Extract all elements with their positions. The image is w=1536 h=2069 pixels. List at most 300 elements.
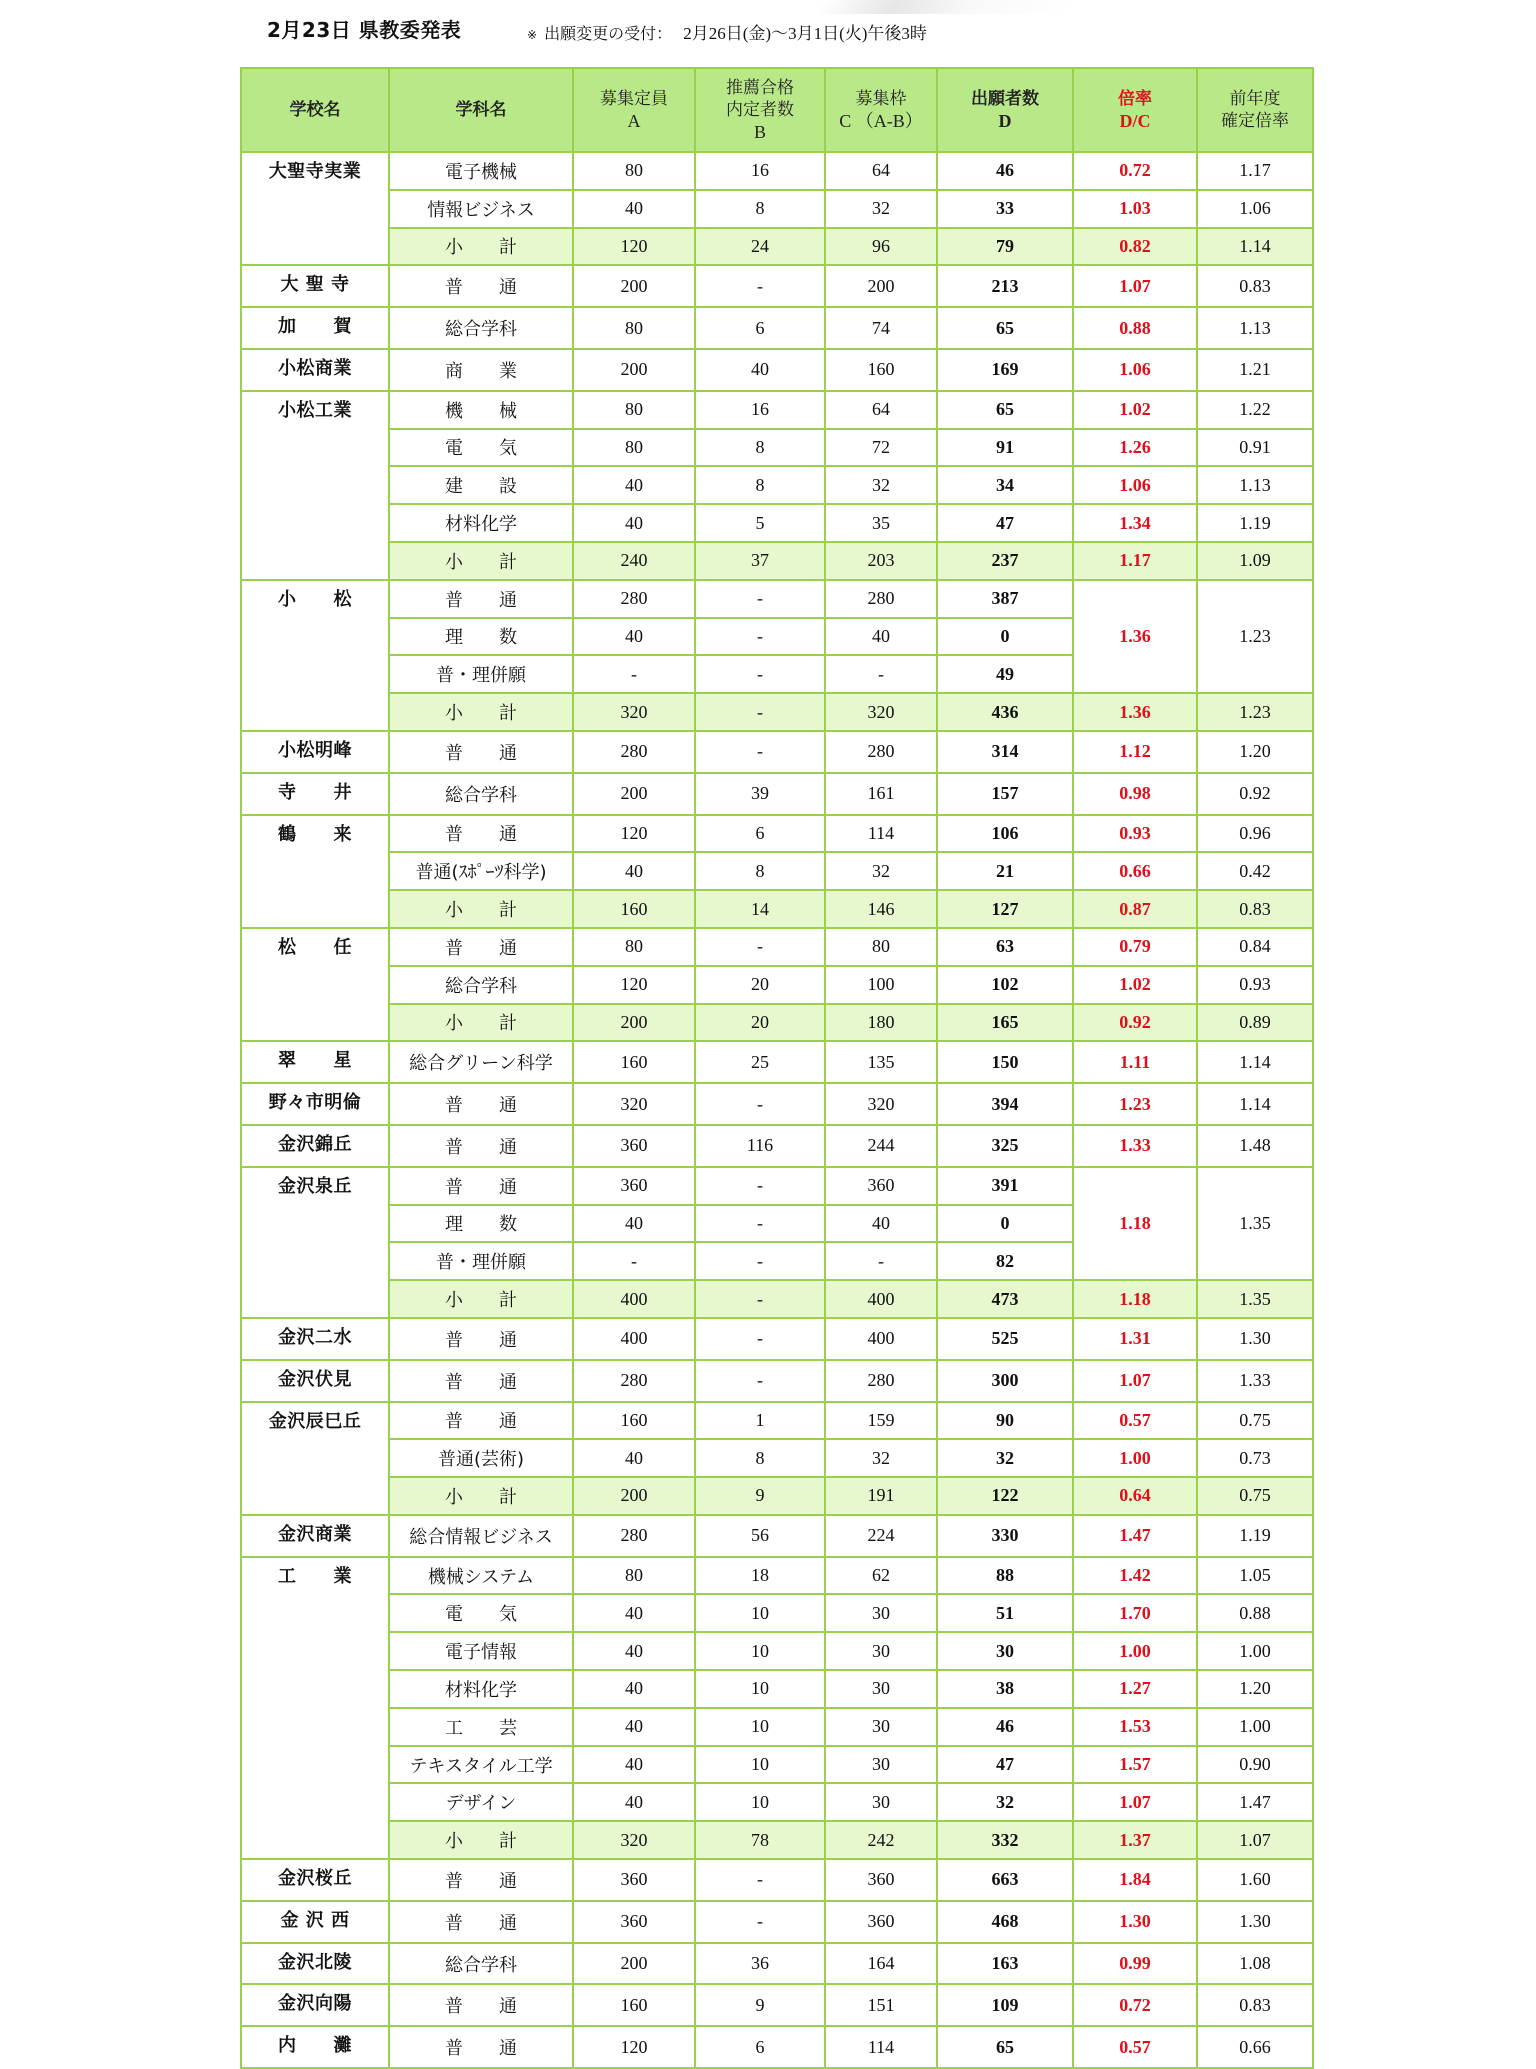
capacity-a: 280 bbox=[573, 580, 695, 618]
recommended-b: - bbox=[695, 1167, 825, 1205]
capacity-a: 360 bbox=[573, 1859, 695, 1901]
department: 普 通 bbox=[389, 815, 573, 853]
slots-c: 30 bbox=[825, 1708, 937, 1746]
capacity-a: 40 bbox=[573, 1632, 695, 1670]
slots-c: 40 bbox=[825, 1205, 937, 1243]
applicants-d: 51 bbox=[937, 1594, 1073, 1632]
ratio-dc: 0.79 bbox=[1073, 928, 1197, 966]
prev-ratio: 1.00 bbox=[1197, 1708, 1313, 1746]
applicants-d: 436 bbox=[937, 693, 1073, 731]
slots-c: 32 bbox=[825, 466, 937, 504]
table-row bbox=[241, 1670, 1313, 1708]
capacity-a: 40 bbox=[573, 1439, 695, 1477]
ratio-dc: 1.42 bbox=[1073, 1557, 1197, 1595]
prev-ratio: 1.60 bbox=[1197, 1859, 1313, 1901]
applicants-d: 49 bbox=[937, 655, 1073, 693]
slots-c: 400 bbox=[825, 1280, 937, 1318]
capacity-a: 80 bbox=[573, 429, 695, 467]
applicants-d: 63 bbox=[937, 928, 1073, 966]
school-name: 松 任 bbox=[241, 928, 389, 1041]
subtotal-row bbox=[241, 1821, 1313, 1859]
ratio-dc: 1.06 bbox=[1073, 466, 1197, 504]
department: テキスタイル工学 bbox=[389, 1746, 573, 1784]
slots-c: 200 bbox=[825, 265, 937, 307]
department: 小 計 bbox=[389, 542, 573, 580]
school-name: 鶴 来 bbox=[241, 815, 389, 928]
school-name: 寺 井 bbox=[241, 773, 389, 815]
department: 電子情報 bbox=[389, 1632, 573, 1670]
applicants-d: 165 bbox=[937, 1004, 1073, 1042]
ratio-dc: 1.47 bbox=[1073, 1515, 1197, 1557]
applicants-d: 0 bbox=[937, 1205, 1073, 1243]
slots-c: 135 bbox=[825, 1041, 937, 1083]
recommended-b: 5 bbox=[695, 504, 825, 542]
recommended-b: - bbox=[695, 1280, 825, 1318]
prev-ratio: 1.06 bbox=[1197, 190, 1313, 228]
recommended-b: 10 bbox=[695, 1670, 825, 1708]
slots-c: 30 bbox=[825, 1632, 937, 1670]
department: 機 械 bbox=[389, 391, 573, 429]
ratio-dc: 1.84 bbox=[1073, 1859, 1197, 1901]
recommended-b: 78 bbox=[695, 1821, 825, 1859]
table-row bbox=[241, 1083, 1313, 1125]
department: 普 通 bbox=[389, 1360, 573, 1402]
table-row bbox=[241, 1943, 1313, 1985]
capacity-a: 320 bbox=[573, 693, 695, 731]
table-row bbox=[241, 966, 1313, 1004]
capacity-a: 40 bbox=[573, 1746, 695, 1784]
capacity-a: 160 bbox=[573, 1984, 695, 2026]
recommended-b: 16 bbox=[695, 391, 825, 429]
capacity-a: 40 bbox=[573, 1708, 695, 1746]
slots-c: 146 bbox=[825, 890, 937, 928]
table-row bbox=[241, 580, 1313, 618]
ratio-dc: 1.06 bbox=[1073, 349, 1197, 391]
table-row bbox=[241, 1746, 1313, 1784]
page-header bbox=[267, 10, 1317, 50]
recommended-b: 18 bbox=[695, 1557, 825, 1595]
ratio-dc: 0.64 bbox=[1073, 1477, 1197, 1515]
recommended-b: - bbox=[695, 1083, 825, 1125]
change-notice bbox=[527, 19, 927, 44]
col-school: 学校名 bbox=[241, 68, 389, 152]
department: 理 数 bbox=[389, 618, 573, 656]
school-name: 大聖寺実業 bbox=[241, 152, 389, 265]
recommended-b: - bbox=[695, 1205, 825, 1243]
ratio-dc: 0.82 bbox=[1073, 228, 1197, 266]
department: 理 数 bbox=[389, 1205, 573, 1243]
applicants-d: 325 bbox=[937, 1125, 1073, 1167]
table-row bbox=[241, 1360, 1313, 1402]
applicants-d: 34 bbox=[937, 466, 1073, 504]
ratio-dc: 1.33 bbox=[1073, 1125, 1197, 1167]
ratio-dc: 1.36 bbox=[1073, 580, 1197, 693]
prev-ratio: 1.48 bbox=[1197, 1125, 1313, 1167]
department: 総合グリーン科学 bbox=[389, 1041, 573, 1083]
prev-ratio: 1.20 bbox=[1197, 731, 1313, 773]
slots-c: 244 bbox=[825, 1125, 937, 1167]
recommended-b: 39 bbox=[695, 773, 825, 815]
applicants-d: 21 bbox=[937, 852, 1073, 890]
slots-c: 320 bbox=[825, 1083, 937, 1125]
recommended-b: 8 bbox=[695, 466, 825, 504]
table-row bbox=[241, 1594, 1313, 1632]
capacity-a: 40 bbox=[573, 504, 695, 542]
col-prev-ratio: 前年度 確定倍率 bbox=[1197, 68, 1313, 152]
applicants-d: 391 bbox=[937, 1167, 1073, 1205]
applicants-d: 150 bbox=[937, 1041, 1073, 1083]
department: 建 設 bbox=[389, 466, 573, 504]
capacity-a: 360 bbox=[573, 1125, 695, 1167]
department: 普 通 bbox=[389, 731, 573, 773]
table-row bbox=[241, 1859, 1313, 1901]
ratio-dc: 0.98 bbox=[1073, 773, 1197, 815]
applicants-d: 102 bbox=[937, 966, 1073, 1004]
recommended-b: 24 bbox=[695, 228, 825, 266]
prev-ratio: 0.84 bbox=[1197, 928, 1313, 966]
applicants-d: 163 bbox=[937, 1943, 1073, 1985]
table-row bbox=[241, 504, 1313, 542]
table-body bbox=[241, 152, 1313, 2068]
slots-c: 32 bbox=[825, 852, 937, 890]
capacity-a: 160 bbox=[573, 1041, 695, 1083]
ratio-dc: 1.00 bbox=[1073, 1439, 1197, 1477]
table-row bbox=[241, 152, 1313, 190]
slots-c: 280 bbox=[825, 1360, 937, 1402]
department: デザイン bbox=[389, 1783, 573, 1821]
ratio-dc: 0.72 bbox=[1073, 152, 1197, 190]
capacity-a: 200 bbox=[573, 1004, 695, 1042]
table-row bbox=[241, 1167, 1313, 1205]
applicants-d: 300 bbox=[937, 1360, 1073, 1402]
recommended-b: - bbox=[695, 693, 825, 731]
slots-c: 161 bbox=[825, 773, 937, 815]
capacity-a: 80 bbox=[573, 391, 695, 429]
department: 総合学科 bbox=[389, 966, 573, 1004]
ratio-dc: 0.57 bbox=[1073, 1402, 1197, 1440]
col-applicants: 出願者数 D bbox=[937, 68, 1073, 152]
subtotal-row bbox=[241, 890, 1313, 928]
subtotal-row bbox=[241, 228, 1313, 266]
school-name: 金 沢 西 bbox=[241, 1901, 389, 1943]
capacity-a: 40 bbox=[573, 852, 695, 890]
ratio-dc: 1.00 bbox=[1073, 1632, 1197, 1670]
recommended-b: 6 bbox=[695, 2026, 825, 2068]
prev-ratio: 0.93 bbox=[1197, 966, 1313, 1004]
slots-c: 320 bbox=[825, 693, 937, 731]
department: 小 計 bbox=[389, 1004, 573, 1042]
recommended-b: 8 bbox=[695, 852, 825, 890]
recommended-b: 9 bbox=[695, 1477, 825, 1515]
table-row bbox=[241, 1557, 1313, 1595]
school-name: 金沢辰巳丘 bbox=[241, 1402, 389, 1515]
department: 材料化学 bbox=[389, 504, 573, 542]
table-row bbox=[241, 815, 1313, 853]
capacity-a: 80 bbox=[573, 1557, 695, 1595]
table-row bbox=[241, 1984, 1313, 2026]
recommended-b: 6 bbox=[695, 815, 825, 853]
applicants-d: 47 bbox=[937, 1746, 1073, 1784]
applicants-d: 32 bbox=[937, 1783, 1073, 1821]
slots-c: 151 bbox=[825, 1984, 937, 2026]
subtotal-row bbox=[241, 1280, 1313, 1318]
ratio-dc: 1.18 bbox=[1073, 1167, 1197, 1280]
department: 普 通 bbox=[389, 1984, 573, 2026]
capacity-a: 240 bbox=[573, 542, 695, 580]
ratio-dc: 1.02 bbox=[1073, 966, 1197, 1004]
slots-c: 64 bbox=[825, 391, 937, 429]
capacity-a: 120 bbox=[573, 2026, 695, 2068]
note-dates: 2月26日(金)〜3月1日(火)午後3時 bbox=[683, 24, 927, 43]
slots-c: 32 bbox=[825, 1439, 937, 1477]
prev-ratio: 0.42 bbox=[1197, 852, 1313, 890]
department: 総合学科 bbox=[389, 1943, 573, 1985]
slots-c: 360 bbox=[825, 1859, 937, 1901]
prev-ratio: 0.89 bbox=[1197, 1004, 1313, 1042]
recommended-b: 36 bbox=[695, 1943, 825, 1985]
ratio-dc: 1.07 bbox=[1073, 1783, 1197, 1821]
department: 小 計 bbox=[389, 1821, 573, 1859]
capacity-a: 400 bbox=[573, 1280, 695, 1318]
recommended-b: - bbox=[695, 1318, 825, 1360]
applicants-d: 169 bbox=[937, 349, 1073, 391]
prev-ratio: 1.23 bbox=[1197, 580, 1313, 693]
prev-ratio: 1.33 bbox=[1197, 1360, 1313, 1402]
school-name: 内 灘 bbox=[241, 2026, 389, 2068]
department: 普 通 bbox=[389, 1125, 573, 1167]
prev-ratio: 1.35 bbox=[1197, 1167, 1313, 1280]
slots-c: 30 bbox=[825, 1746, 937, 1784]
applicants-table-wrap bbox=[240, 67, 1312, 2060]
applicants-table bbox=[240, 67, 1314, 2069]
col-ratio: 倍率 D/C bbox=[1073, 68, 1197, 152]
ratio-dc: 1.23 bbox=[1073, 1083, 1197, 1125]
applicants-d: 32 bbox=[937, 1439, 1073, 1477]
department: 電 気 bbox=[389, 429, 573, 467]
department: 普 通 bbox=[389, 1083, 573, 1125]
applicants-d: 157 bbox=[937, 773, 1073, 815]
department: 普 通 bbox=[389, 1901, 573, 1943]
capacity-a: 120 bbox=[573, 815, 695, 853]
capacity-a: 200 bbox=[573, 349, 695, 391]
ratio-dc: 0.92 bbox=[1073, 1004, 1197, 1042]
prev-ratio: 0.83 bbox=[1197, 890, 1313, 928]
slots-c: 80 bbox=[825, 928, 937, 966]
recommended-b: - bbox=[695, 265, 825, 307]
applicants-d: 65 bbox=[937, 2026, 1073, 2068]
ratio-dc: 1.36 bbox=[1073, 693, 1197, 731]
slots-c: 100 bbox=[825, 966, 937, 1004]
table-row bbox=[241, 429, 1313, 467]
prev-ratio: 0.92 bbox=[1197, 773, 1313, 815]
capacity-a: 400 bbox=[573, 1318, 695, 1360]
slots-c: 62 bbox=[825, 1557, 937, 1595]
department: 商 業 bbox=[389, 349, 573, 391]
applicants-d: 314 bbox=[937, 731, 1073, 773]
school-name: 金沢桜丘 bbox=[241, 1859, 389, 1901]
table-row bbox=[241, 928, 1313, 966]
recommended-b: 20 bbox=[695, 966, 825, 1004]
applicants-d: 387 bbox=[937, 580, 1073, 618]
department: 工 芸 bbox=[389, 1708, 573, 1746]
ratio-dc: 1.12 bbox=[1073, 731, 1197, 773]
capacity-a: 280 bbox=[573, 731, 695, 773]
col-dept: 学科名 bbox=[389, 68, 573, 152]
slots-c: 74 bbox=[825, 307, 937, 349]
note-label: 出願変更の受付： bbox=[544, 24, 673, 43]
applicants-d: 65 bbox=[937, 307, 1073, 349]
table-row bbox=[241, 1318, 1313, 1360]
capacity-a: 40 bbox=[573, 1670, 695, 1708]
prev-ratio: 0.73 bbox=[1197, 1439, 1313, 1477]
school-name: 工 業 bbox=[241, 1557, 389, 1859]
table-row bbox=[241, 466, 1313, 504]
department: 普 通 bbox=[389, 1318, 573, 1360]
department: 小 計 bbox=[389, 1477, 573, 1515]
table-row bbox=[241, 307, 1313, 349]
prev-ratio: 1.19 bbox=[1197, 504, 1313, 542]
prev-ratio: 1.35 bbox=[1197, 1280, 1313, 1318]
capacity-a: 40 bbox=[573, 1205, 695, 1243]
applicants-d: 82 bbox=[937, 1242, 1073, 1280]
ratio-dc: 1.57 bbox=[1073, 1746, 1197, 1784]
recommended-b: 56 bbox=[695, 1515, 825, 1557]
school-name: 金沢伏見 bbox=[241, 1360, 389, 1402]
department: 電子機械 bbox=[389, 152, 573, 190]
prev-ratio: 1.08 bbox=[1197, 1943, 1313, 1985]
slots-c: 160 bbox=[825, 349, 937, 391]
department: 機械システム bbox=[389, 1557, 573, 1595]
recommended-b: 10 bbox=[695, 1708, 825, 1746]
ratio-dc: 0.57 bbox=[1073, 2026, 1197, 2068]
applicants-d: 38 bbox=[937, 1670, 1073, 1708]
department: 小 計 bbox=[389, 693, 573, 731]
table-row bbox=[241, 190, 1313, 228]
recommended-b: 16 bbox=[695, 152, 825, 190]
applicants-d: 30 bbox=[937, 1632, 1073, 1670]
prev-ratio: 1.17 bbox=[1197, 152, 1313, 190]
applicants-d: 213 bbox=[937, 265, 1073, 307]
ratio-dc: 1.17 bbox=[1073, 542, 1197, 580]
table-row bbox=[241, 391, 1313, 429]
school-name: 金沢商業 bbox=[241, 1515, 389, 1557]
ratio-dc: 1.03 bbox=[1073, 190, 1197, 228]
ratio-dc: 1.07 bbox=[1073, 1360, 1197, 1402]
recommended-b: 8 bbox=[695, 190, 825, 228]
school-name: 小松商業 bbox=[241, 349, 389, 391]
slots-c: 280 bbox=[825, 731, 937, 773]
department: 総合情報ビジネス bbox=[389, 1515, 573, 1557]
prev-ratio: 1.14 bbox=[1197, 1083, 1313, 1125]
applicants-d: 468 bbox=[937, 1901, 1073, 1943]
recommended-b: - bbox=[695, 731, 825, 773]
ratio-dc: 0.72 bbox=[1073, 1984, 1197, 2026]
ratio-dc: 1.34 bbox=[1073, 504, 1197, 542]
recommended-b: - bbox=[695, 655, 825, 693]
slots-c: 30 bbox=[825, 1670, 937, 1708]
slots-c: - bbox=[825, 655, 937, 693]
slots-c: 203 bbox=[825, 542, 937, 580]
slots-c: 191 bbox=[825, 1477, 937, 1515]
recommended-b: 10 bbox=[695, 1746, 825, 1784]
prev-ratio: 1.47 bbox=[1197, 1783, 1313, 1821]
capacity-a: 120 bbox=[573, 228, 695, 266]
capacity-a: 80 bbox=[573, 307, 695, 349]
prev-ratio: 0.96 bbox=[1197, 815, 1313, 853]
recommended-b: 9 bbox=[695, 1984, 825, 2026]
capacity-a: 320 bbox=[573, 1083, 695, 1125]
applicants-d: 394 bbox=[937, 1083, 1073, 1125]
prev-ratio: 1.13 bbox=[1197, 466, 1313, 504]
department: 普 通 bbox=[389, 928, 573, 966]
school-name: 野々市明倫 bbox=[241, 1083, 389, 1125]
recommended-b: - bbox=[695, 928, 825, 966]
recommended-b: 37 bbox=[695, 542, 825, 580]
recommended-b: - bbox=[695, 580, 825, 618]
table-row bbox=[241, 2026, 1313, 2068]
table-row bbox=[241, 1439, 1313, 1477]
table-row bbox=[241, 773, 1313, 815]
capacity-a: - bbox=[573, 1242, 695, 1280]
school-name: 大 聖 寺 bbox=[241, 265, 389, 307]
capacity-a: 280 bbox=[573, 1515, 695, 1557]
department: 普 通 bbox=[389, 1167, 573, 1205]
recommended-b: 14 bbox=[695, 890, 825, 928]
capacity-a: 40 bbox=[573, 190, 695, 228]
department: 普 通 bbox=[389, 580, 573, 618]
applicants-d: 663 bbox=[937, 1859, 1073, 1901]
prev-ratio: 0.83 bbox=[1197, 1984, 1313, 2026]
capacity-a: 200 bbox=[573, 773, 695, 815]
applicants-d: 47 bbox=[937, 504, 1073, 542]
school-name: 小 松 bbox=[241, 580, 389, 731]
prev-ratio: 1.07 bbox=[1197, 1821, 1313, 1859]
slots-c: 280 bbox=[825, 580, 937, 618]
capacity-a: 40 bbox=[573, 1783, 695, 1821]
ratio-dc: 0.93 bbox=[1073, 815, 1197, 853]
table-row bbox=[241, 1125, 1313, 1167]
ratio-dc: 0.87 bbox=[1073, 890, 1197, 928]
ratio-dc: 0.99 bbox=[1073, 1943, 1197, 1985]
recommended-b: 116 bbox=[695, 1125, 825, 1167]
table-row bbox=[241, 1402, 1313, 1440]
prev-ratio: 1.21 bbox=[1197, 349, 1313, 391]
recommended-b: - bbox=[695, 1360, 825, 1402]
recommended-b: 1 bbox=[695, 1402, 825, 1440]
recommended-b: 10 bbox=[695, 1632, 825, 1670]
capacity-a: 320 bbox=[573, 1821, 695, 1859]
recommended-b: - bbox=[695, 618, 825, 656]
slots-c: 30 bbox=[825, 1783, 937, 1821]
prev-ratio: 1.00 bbox=[1197, 1632, 1313, 1670]
table-row bbox=[241, 1708, 1313, 1746]
department: 普 通 bbox=[389, 1859, 573, 1901]
table-row bbox=[241, 1515, 1313, 1557]
capacity-a: 40 bbox=[573, 618, 695, 656]
capacity-a: 200 bbox=[573, 1477, 695, 1515]
capacity-a: 160 bbox=[573, 1402, 695, 1440]
school-name: 小松工業 bbox=[241, 391, 389, 580]
prev-ratio: 1.20 bbox=[1197, 1670, 1313, 1708]
recommended-b: 6 bbox=[695, 307, 825, 349]
table-row bbox=[241, 1041, 1313, 1083]
department: 小 計 bbox=[389, 890, 573, 928]
table-row bbox=[241, 1901, 1313, 1943]
department: 情報ビジネス bbox=[389, 190, 573, 228]
applicants-d: 90 bbox=[937, 1402, 1073, 1440]
table-header-row bbox=[241, 68, 1313, 152]
ratio-dc: 0.66 bbox=[1073, 852, 1197, 890]
